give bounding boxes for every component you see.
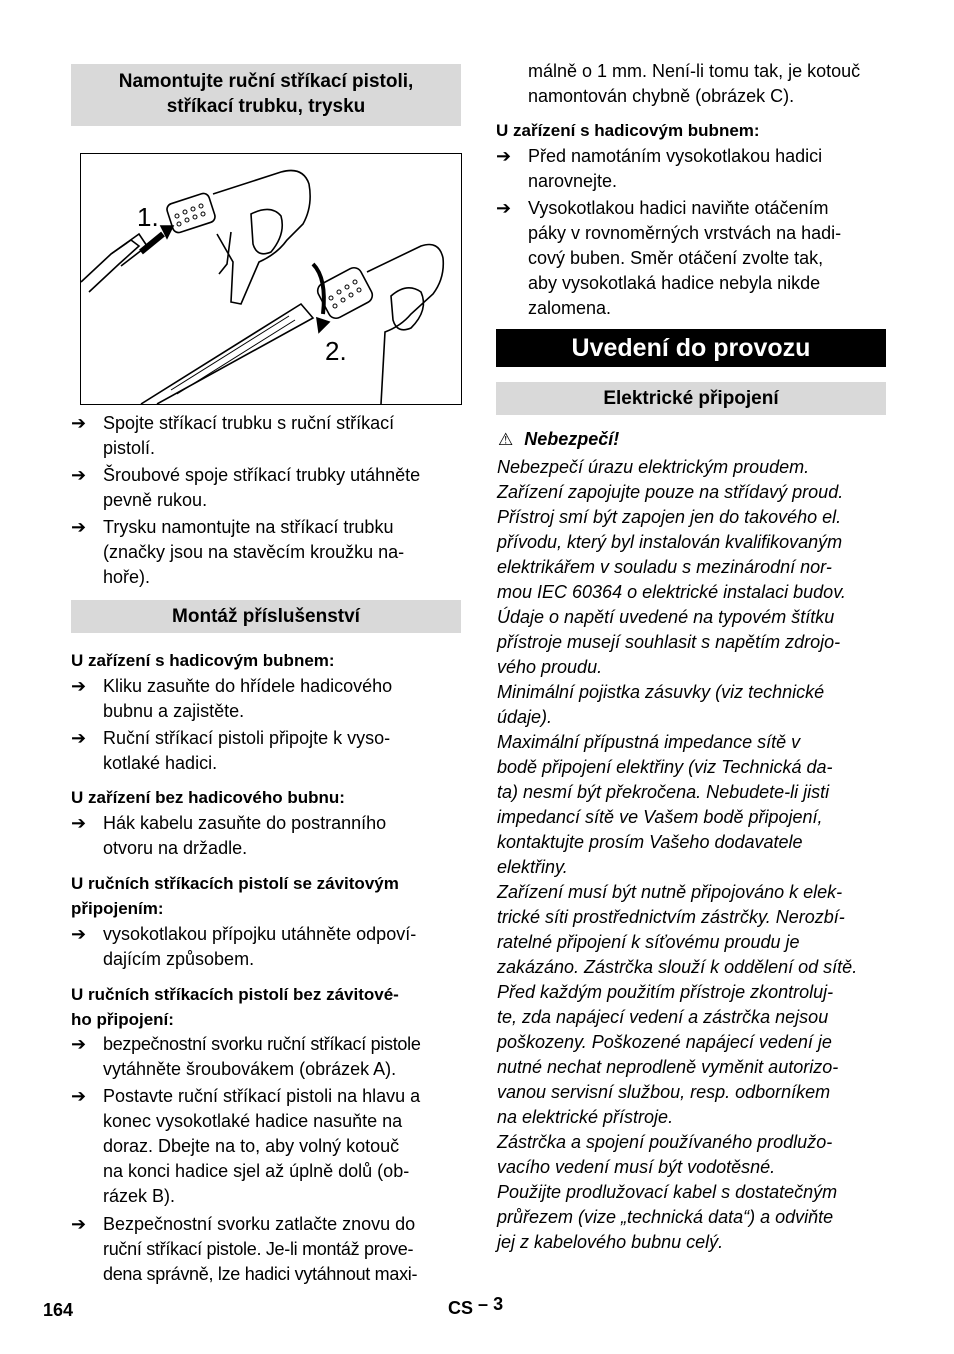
step-text: zalomena. (528, 298, 612, 318)
lang-code: CS (448, 1298, 474, 1318)
step-text: bubnu a zajistěte. (103, 701, 245, 721)
danger-label: Nebezpečí! (524, 429, 620, 449)
subheading-line: U ručních stříkacích pistolí bez závitové- (71, 985, 399, 1004)
danger-text-line: elektrikářem v souladu s mezinárodní nor- (497, 557, 832, 577)
danger-text-line: údaje). (497, 707, 553, 727)
arrow-right-icon: ➔ (71, 517, 87, 537)
page-number: 164 (43, 1300, 74, 1320)
step-text: Vysokotlakou hadici naviňte otáčením (528, 198, 829, 218)
step-text: rázek B). (103, 1186, 176, 1206)
step-text: na konci hadice sjel až úplně dolů (ob- (103, 1161, 410, 1181)
danger-text-line: Přístroj smí být zapojen jen do takového el. (497, 507, 842, 527)
danger-text-line: Zařízení musí být nutně připojováno k elek- (497, 882, 843, 902)
step-text: aby vysokotlaká hadice nebyla nikde (528, 273, 821, 293)
figure-label-1: 1. (137, 202, 159, 232)
step-text: dena správně, lze hadici vytáhnout maxi- (103, 1264, 418, 1284)
arrow-right-icon: ➔ (71, 1086, 87, 1106)
step-text: ruční stříkací pistole. Je-li montáž prove- (103, 1239, 414, 1259)
step-text: vytáhněte šroubovákem (obrázek A). (103, 1059, 397, 1079)
danger-text-line: poškozeny. Poškozené napájecí vedení je (497, 1032, 832, 1052)
list-item (71, 1212, 471, 1287)
subheading-line: připojením: (71, 899, 164, 918)
danger-heading (498, 427, 619, 452)
danger-text-line: zakázáno. Zástrčka slouží k oddělení od sítě. (497, 957, 858, 977)
danger-text-line: Maximální přípustná impedance sítě v (497, 732, 801, 752)
danger-text-line: Zástrčka a spojení používaného prodlužo- (497, 1132, 833, 1152)
danger-text-line: jej z kabelového bubnu celý. (497, 1232, 724, 1252)
step-text: vysokotlakou přípojku utáhněte odpoví- (103, 924, 417, 944)
danger-text-line: vanou servisní službou, resp. odborníkem (497, 1082, 831, 1102)
subheading: U zařízení s hadicovým bubnem: (71, 651, 335, 670)
section-header-electrical: Elektrické připojení (496, 382, 886, 415)
list-item (71, 1084, 471, 1209)
text-line: namontován chybně (obrázek C). (528, 86, 795, 106)
step-text: kotlaké hadici. (103, 753, 218, 773)
step-text: Před namotáním vysokotlakou hadici (528, 146, 823, 166)
danger-text-line: bodě připojení elektřiny (viz Technická da- (497, 757, 833, 777)
danger-text-line: mou IEC 60364 o elektrické instalaci budov. (497, 582, 846, 602)
list-item (71, 1032, 471, 1082)
danger-text-line: na elektrické přístroje. (497, 1107, 674, 1127)
spray-gun-illustration (80, 153, 462, 405)
subheading (71, 871, 399, 921)
step-text: cový buben. Směr otáčení zvolte tak, (528, 248, 824, 268)
arrow-right-icon: ➔ (71, 813, 87, 833)
arrow-right-icon: ➔ (71, 924, 87, 944)
step-text: Postavte ruční stříkací pistoli na hlavu a (103, 1086, 421, 1106)
danger-text-line: Použijte prodlužovací kabel s dostatečným (497, 1182, 838, 1202)
step-text: Kliku zasuňte do hřídele hadicového (103, 676, 393, 696)
section-header-accessories: Montáž příslušenství (71, 600, 461, 633)
arrow-right-icon: ➔ (71, 1034, 87, 1054)
step-text: dajícím způsobem. (103, 949, 255, 969)
danger-text-line: Před každým použitím přístroje zkontroluj- (497, 982, 834, 1002)
spray-gun-drawing (81, 154, 461, 404)
section-header-mount-gun (71, 64, 461, 126)
arrow-right-icon: ➔ (496, 146, 512, 166)
danger-text-line: Zařízení zapojujte pouze na střídavý proud. (497, 482, 844, 502)
step-text: Šroubové spoje stříkací trubky utáhněte (103, 465, 421, 485)
list-item (496, 144, 896, 194)
danger-text-line: Nebezpečí úrazu elektrickým proudem. (497, 457, 810, 477)
step-text: Spojte stříkací trubku s ruční stříkací (103, 413, 395, 433)
step-text: otvoru na držadle. (103, 838, 248, 858)
text-line: málně o 1 mm. Není-li tomu tak, je kotouč (528, 61, 861, 81)
step-text: pevně rukou. (103, 490, 208, 510)
section-title: Uvedení do provozu (496, 329, 886, 367)
figure-label-2: 2. (325, 336, 347, 366)
step-text: Trysku namontujte na stříkací trubku (103, 517, 394, 537)
footer-dash: – (478, 1294, 489, 1314)
danger-text-line: přívodu, který byl instalován kvalifikovaným (497, 532, 843, 552)
warning-icon: ⚠ (498, 430, 514, 449)
danger-text-line: nutné nechat neprodleně vyměnit autorizo- (497, 1057, 839, 1077)
arrow-right-icon: ➔ (71, 413, 87, 433)
step-text: Hák kabelu zasuňte do postranního (103, 813, 387, 833)
step-text: bezpečnostní svorku ruční stříkací pistole (103, 1034, 421, 1054)
step-text: páky v rovnoměrných vrstvách na hadi- (528, 223, 842, 243)
subheading (71, 982, 399, 1032)
step-text: konec vysokotlaké hadice nasuňte na (103, 1111, 403, 1131)
danger-text-line: vého proudu. (497, 657, 603, 677)
step-text: doraz. Dbejte na to, aby volný kotouč (103, 1136, 400, 1156)
list-item (71, 463, 471, 513)
danger-text-line: přístroje musejí souhlasit s napětím zdrojo- (497, 632, 841, 652)
section-page: 3 (493, 1294, 504, 1314)
step-text: pistolí. (103, 438, 156, 458)
list-item (71, 922, 471, 972)
danger-text-line: te, zda napájecí vedení a zástrčka nejsou (497, 1007, 829, 1027)
step-text: (značky jsou na stavěcím kroužku na- (103, 542, 405, 562)
danger-text-line: průřezem (vize „technická data“) a odviňte (497, 1207, 834, 1227)
danger-text-line: vacího vedení musí být vodotěsné. (497, 1157, 776, 1177)
step-text: Ruční stříkací pistoli připojte k vyso- (103, 728, 391, 748)
danger-text-line: elektřiny. (497, 857, 568, 877)
list-item (71, 411, 471, 461)
arrow-right-icon: ➔ (71, 728, 87, 748)
header-line: stříkací trubku, trysku (166, 96, 366, 117)
arrow-right-icon: ➔ (71, 1214, 87, 1234)
list-item (71, 674, 471, 724)
header-line: Namontujte ruční stříkací pistoli, (118, 71, 414, 92)
subheading-line: U ručních stříkacích pistolí se závitovým (71, 874, 399, 893)
list-item (71, 811, 471, 861)
list-item (496, 196, 896, 321)
continued-text (528, 59, 860, 109)
arrow-right-icon: ➔ (71, 676, 87, 696)
danger-text-line: trické síti prostřednictvím zástrčky. Nerozbí- (497, 907, 845, 927)
danger-text-line: Údaje o napětí uvedené na typovém štítku (497, 607, 835, 627)
danger-text (497, 455, 857, 1255)
arrow-right-icon: ➔ (71, 465, 87, 485)
subheading: U zařízení s hadicovým bubnem: (496, 121, 760, 140)
subheading: U zařízení bez hadicového bubnu: (71, 788, 345, 807)
danger-text-line: ratelné připojení k síťovému proudu je (497, 932, 800, 952)
danger-text-line: kontaktujte prosím Vašeho dodavatele (497, 832, 803, 852)
footer-lang (448, 1294, 504, 1319)
danger-text-line: ta) nesmí být překročena. Nebudete-li jisti (497, 782, 830, 802)
step-text: narovnejte. (528, 171, 618, 191)
list-item (71, 726, 471, 776)
arrow-right-icon: ➔ (496, 198, 512, 218)
danger-text-line: impedancí sítě ve Vašem bodě připojení, (497, 807, 823, 827)
danger-text-line: Minimální pojistka zásuvky (viz technické (497, 682, 825, 702)
subheading-line: ho připojení: (71, 1010, 174, 1029)
step-text: Bezpečnostní svorku zatlačte znovu do (103, 1214, 416, 1234)
list-item (71, 515, 471, 590)
step-text: hoře). (103, 567, 151, 587)
